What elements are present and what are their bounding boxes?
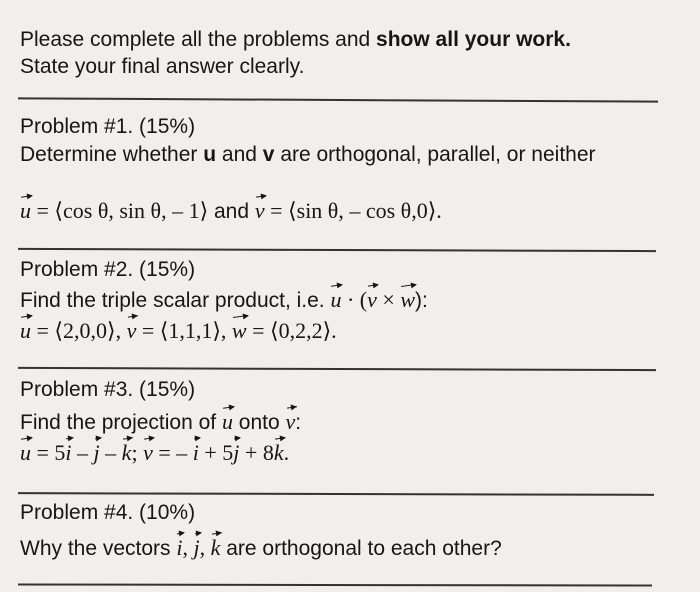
problem-3-equation: u = 5i – j – k; v = – i + 5j + 8k.: [20, 440, 290, 465]
vector-u: u: [20, 198, 31, 223]
problem-1-text: Determine whether u and v are orthogonal, parallel, or neither: [20, 143, 596, 166]
problem-2-equation: u = ⟨2,0,0⟩, v = ⟨1,1,1⟩, w = ⟨0,2,2⟩.: [20, 318, 337, 343]
problem-4-text: Why the vectors i, j, k are orthogonal to each other?: [20, 535, 502, 560]
divider: [18, 583, 652, 586]
intro-text: Please complete all the problems and: [20, 28, 377, 51]
problem-4-title: Problem #4. (10%): [20, 501, 196, 524]
divider: [18, 97, 658, 102]
problem-3-text: Find the projection of u onto v:: [20, 409, 302, 434]
problem-1-title: Problem #1. (15%): [20, 115, 196, 138]
divider: [18, 248, 656, 252]
problem-1-equation: u = ⟨cos θ, sin θ, – 1⟩ and v = ⟨sin θ, – cos θ,0⟩.: [20, 198, 442, 223]
vector-v: v: [254, 198, 265, 223]
divider: [18, 492, 654, 495]
problem-3-title: Problem #3. (15%): [20, 378, 196, 401]
intro-bold-text: show all your work.: [376, 28, 571, 51]
problem-2-title: Problem #2. (15%): [20, 258, 196, 281]
intro-line-1: [20, 28, 571, 52]
divider: [18, 367, 656, 371]
intro-line-2: State your final answer clearly.: [20, 55, 305, 78]
problem-2-text: Find the triple scalar product, i.e. u · (v × w):: [20, 287, 428, 312]
